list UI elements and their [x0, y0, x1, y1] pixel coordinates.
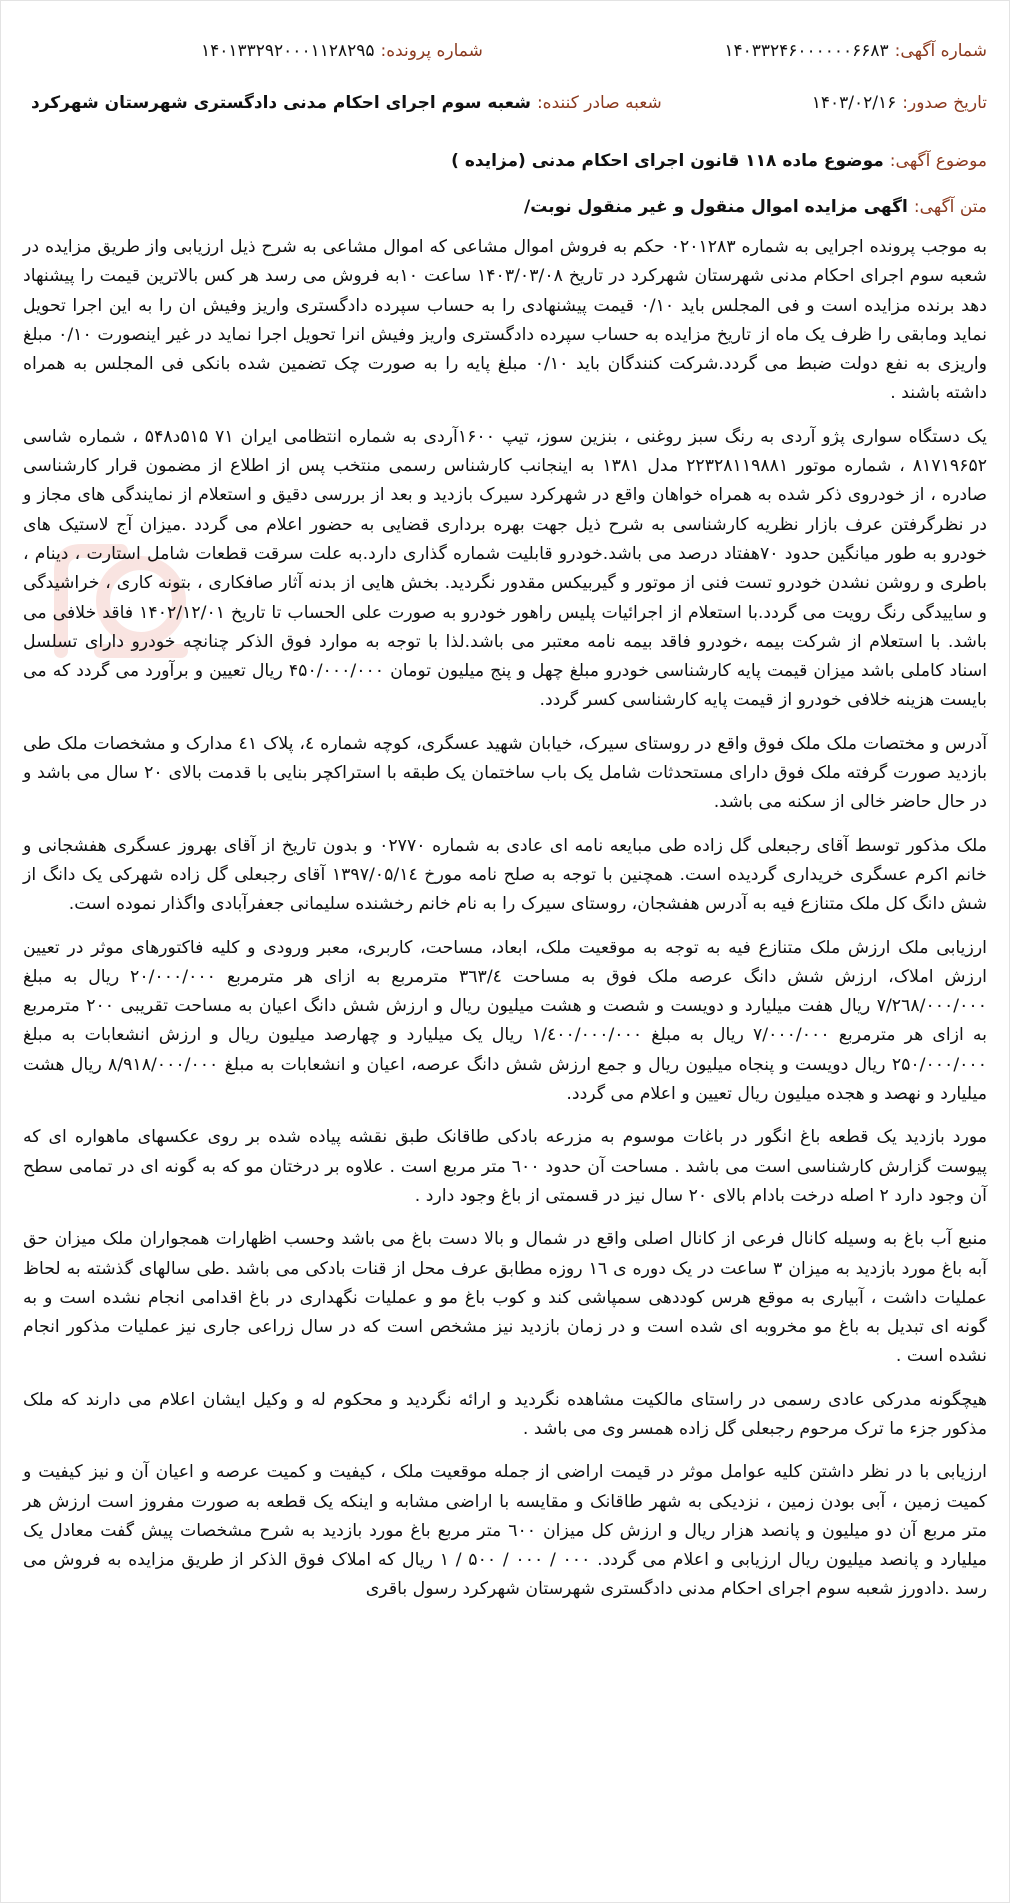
issuing-branch-label: شعبه صادر کننده:: [536, 93, 662, 113]
body-paragraph: هیچگونه مدرکی عادی رسمی در راستای مالکیت مشاهده نگردید و ارائه نگردید و محکوم له و وکیل ایشان اعلام می دارند که ملک مذکور جزء ما ترک مرحوم رجبعلی گل زاده همسر وی می باشد .: [23, 1389, 987, 1439]
body-paragraph: مورد بازدید یک قطعه باغ انگور در باغات موسوم به مزرعه بادکی طاقانک طبق نقشه پیاده شده بر روی عکسهای ماهواره ای که پیوست گزارش کارشناسی است می باشد . مساحت آن حدود ٦۰۰ متر مربع است . علاوه بر درختان مو که به گونه ای در تمامی سطح آن وجود دارد ۲ اصله درخت بادام بالای ۲۰ سال نیز در قسمتی از باغ وجود دارد .: [23, 1127, 987, 1206]
body-paragraph: آدرس و مختصات ملک ملک فوق واقع در روستای سیرک، خیابان شهید عسگری، کوچه شماره ٤، پلاک ٤١ مدارک و مشخصات ملک طی بازدید صورت گرفته ملک فوق دارای مستحدثات شامل یک باب ساختمان یک طبقه با استراکچر بنایی با قدمت بالای ۲۰ سال می باشد و در حال حاضر خالی از سکنه می باشد.: [23, 733, 987, 813]
case-number-field: [201, 41, 483, 61]
body-paragraph: ملک مذکور توسط آقای رجبعلی گل زاده طی مبایعه نامه ای عادی به شماره ۰۲۷۷۰ و بدون تاریخ از آقای بهروز عسگری هفشجانی و خانم اکرم عسگری خریداری گردیده است. همچنین با توجه به صلح نامه مورخ ۱۳۹۷/۰۵/۱٤ آقای رجبعلی گل زاده شهرکی یک دانگ از شش دانگ کل ملک متنازع فیه به آدرس هفشجان، روستای سیرک را به نام خانم رخشنده سلیمانی جعفرآبادی واگذار نموده است.: [23, 835, 988, 915]
body-paragraph: یک دستگاه سواری پژو آردی به رنگ سبز روغنی ، بنزین سوز، تیپ ۱۶۰۰آردی به شماره انتظامی ایران ۷۱ ۵۱۵د۵۴۸ ، شماره شاسی ۸۱۷۱۹۶۵۲ ، شماره موتور ۲۲۳۲۸۱۱۹۸۸۱ مدل ۱۳۸۱ به اینجانب کارشناس رسمی منتخب پس از اطلاع از مضمون قرار کارشناسی صادره ، از خودروی ذکر شده به همراه خواهان واقع در شهرکرد سیرک بازدید و بعد از بررسی دقیق و استعلام از نمایندگی های مجاز و در نظرگرفتن عرف بازار نظریه کارشناسی به شرح ذیل جهت بهره برداری قضایی به حضور اعلام می گردد .میزان آج لاستیک های خودرو به طور میانگین حدود ۷۰هفتاد درصد می باشد.خودرو قابلیت شماره گذاری دارد.به علت سرقت قطعات شامل استارت ، دینام ، باطری و روشن نشدن خودرو تست فنی از موتور و گیربیکس مقدور نگردید. بخش هایی از بدنه آثار صافکاری ، بتونه کاری ، خراشیدگی و ساییدگی رنگ رویت می گردد.با استعلام از اجرائیات پلیس راهور خودرو به صورت علی الحساب تا تاریخ ۱۴۰۲/۱۲/۰۱ فاقد خلافی می باشد. با استعلام از شرکت بیمه ،خودرو فاقد بیمه نامه معتبر می باشد.لذا با توجه به موارد فوق الذکر چنانچه خودرو دارای تسلسل اسناد کاملی باشد میزان قیمت پایه کارشناسی خودرو مبلغ چهل و پنج میلیون تومان ۴۵۰/۰۰۰/۰۰۰ ریال تعیین و برآورد می گردد که می بایست هزینه خلافی خودرو از قیمت پایه کارشناسی کسر گردد.: [23, 426, 988, 711]
case-number-label: شماره پرونده:: [380, 41, 483, 61]
issue-date-field: [812, 93, 987, 113]
header-row-issue: [31, 93, 987, 113]
text-label: متن آگهی:: [913, 197, 987, 217]
header-row-numbers: [201, 41, 987, 61]
text-title-line: [31, 197, 987, 217]
subject-value: موضوع ماده ۱۱۸ قانون اجرای احکام مدنی (مزایده ): [451, 151, 884, 171]
ad-body: [23, 233, 987, 1619]
issue-date-value: ۱۴۰۳/۰۲/۱۶: [811, 93, 897, 113]
ad-number-value: ۱۴۰۳۳۲۴۶۰۰۰۰۰۰۶۶۸۳: [724, 41, 889, 61]
issue-date-label: تاریخ صدور:: [902, 93, 987, 113]
issuing-branch-field: [31, 93, 662, 113]
ad-number-field: [724, 41, 987, 61]
body-paragraph: ارزیابی ملک ارزش ملک متنازع فیه به توجه به موقعیت ملک، ابعاد، مساحت، کاربری، معبر ورودی و کلیه فاکتورهای موثر در تعیین ارزش املاک، ارزش شش دانگ عرصه ملک فوق به مساحت ٣٦٣/٤ مترمربع به ازای هر مترمربع ۲۰/۰۰۰/۰۰۰ ریال به مبلغ ۷/۲٦۸/۰۰۰/۰۰۰ ریال هفت میلیارد و دویست و شصت و هشت میلیون ریال و ارزش شش دانگ اعیان به مساحت تقریبی ۲۰۰ مترمربع به ازای هر مترمربع ۷/۰۰۰/۰۰۰ ریال به مبلغ ۱/٤۰۰/۰۰۰/۰۰۰ ریال یک میلیارد و چهارصد میلیون ریال و ارزش انشعابات به مبلغ ۲۵۰/۰۰۰/۰۰۰ ریال دویست و پنجاه میلیون ریال و جمع ارزش شش دانگ عرصه، اعیان و انشعابات به مبلغ ۸/۹۱۸/۰۰۰/۰۰۰ ریال هشت میلیارد و نهصد و هجده میلیون ریال تعیین و اعلام می گردد.: [23, 937, 987, 1105]
text-title-value: اگهی مزایده اموال منقول و غیر منقول نوبت/: [523, 197, 908, 217]
subject-label: موضوع آگهی:: [889, 151, 987, 171]
body-paragraph: منبع آب باغ به وسیله کانال فرعی از کانال اصلی واقع در شمال و بالا دست باغ می باشد وحسب اظهارات همجواران ملک میزان حق آبه باغ مورد بازدید به میزان ۳ ساعت در یک دوره ی ۱٦ روزه مطابق عرف محل از قنات بادکی می باشد .طی سالهای گذشته به لحاظ عملیات داشت ، آبیاری به موقع هرس کوددهی سمپاشی کند و کوب باغ مو و عملیات نگهداری در باغ اقدامی انجام نشده است و به گونه ای تبدیل به باغ مو مخروبه ای شده است و در زمان بازدید نیز مشخص است که در سال زراعی جاری نیز عملیات مذکور انجام نشده است .: [23, 1229, 987, 1367]
issuing-branch-value: شعبه سوم اجرای احکام مدنی دادگستری شهرستان شهرکرد: [31, 93, 531, 113]
subject-line: [31, 151, 987, 171]
body-paragraph: به موجب پرونده اجرایی به شماره ۰۲۰۱۲۸۳ حکم به فروش اموال مشاعی که اموال مشاعی به شرح ذیل ارزیابی واز طریق مزایده در شعبه سوم اجرای احکام مدنی شهرستان شهرکرد در تاریخ ۱۴۰۳/۰۳/۰۸ ساعت ۱۰به فروش می رسد هر کس بالاترین قیمت را پیشنهاد دهد برنده مزایده است و فی المجلس باید ۰/۱۰ قیمت پیشنهادی را به حساب سپرده دادگستری واریز وفیش ان را به این اجرا تحویل نماید ومابقی را ظرف یک ماه از تاریخ مزایده به حساب سپرده دادگستری واریز وفیش انرا تحویل اجرا نماید در غیر اینصورت ۰/۱۰ مبلغ واریزی به نفع دولت ضبط می گردد.شرکت کنندگان باید ۰/۱۰ مبلغ پایه را به صورت چک تضمین شده بانکی فی المجلس به همراه داشته باشند .: [23, 237, 988, 404]
body-paragraph: ارزیابی با در نظر داشتن کلیه عوامل موثر در قیمت اراضی از جمله موقعیت ملک ، کیفیت و کمیت عرصه و اعیان آن و نیز کیفیت و کمیت زمین ، آبی بودن زمین ، نزدیکی به شهر طاقانک و مقایسه با اراضی مشابه و اینکه یک قطعه به صورت مفروز است ارزش هر متر مربع آن دو میلیون و پانصد هزار ریال و ارزش کل میزان ٦۰۰ متر مربع باغ مورد بازدید به شرح مشخصات پیش گفت معادل یک میلیارد و پانصد میلیون ریال ارزیابی و اعلام می گردد. ۰۰۰ / ۰۰۰ / ۵۰۰ / ۱ ریال که املاک فوق الذکر از طریق مزایده به فروش می رسد .دادورز شعبه سوم اجرای احکام مدنی دادگستری شهرستان شهرکرد رسول باقری: [23, 1462, 988, 1600]
case-number-value: ۱۴۰۱۳۳۲۹۲۰۰۰۱۱۲۸۲۹۵: [201, 41, 375, 61]
ad-number-label: شماره آگهی:: [894, 41, 987, 61]
